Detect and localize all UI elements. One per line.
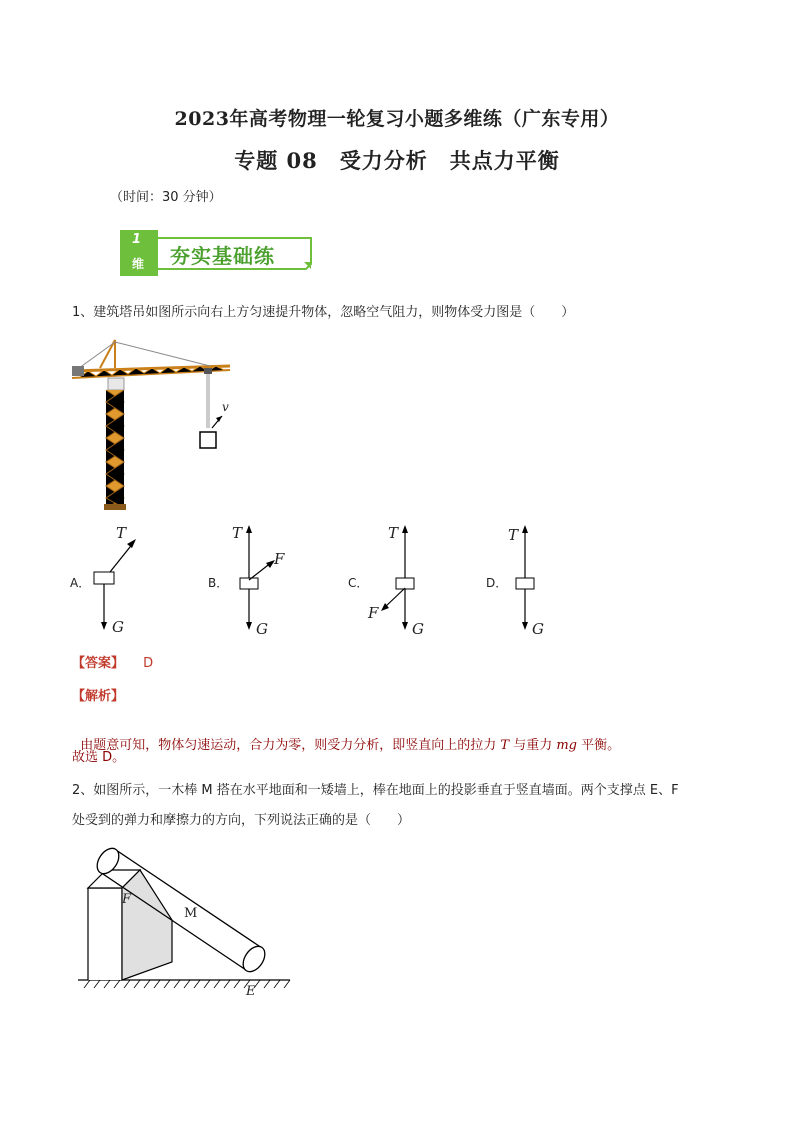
option-b-diagram	[208, 522, 328, 642]
section-badge	[118, 228, 318, 278]
option-b-label-t: T	[232, 524, 243, 542]
option-d-letter: D．	[486, 576, 508, 590]
tower-crane-image	[70, 338, 235, 513]
analysis-text-c: 平衡。	[577, 738, 621, 753]
option-b[interactable]	[208, 522, 328, 642]
option-a-label-g: G	[112, 618, 124, 636]
answer-label: 【答案】	[72, 656, 125, 671]
option-b-letter: B．	[208, 576, 229, 590]
analysis-label: 【解析】	[72, 689, 125, 704]
analysis-line-1	[72, 716, 620, 756]
answer-row	[72, 652, 153, 671]
option-a[interactable]	[70, 522, 190, 642]
option-c-letter: C．	[348, 576, 369, 590]
option-d[interactable]	[486, 522, 586, 642]
time-limit: （时间：30 分钟）	[110, 190, 222, 205]
option-c-diagram	[348, 522, 468, 642]
question-1-text: 1、建筑塔吊如图所示向右上方匀速提升物体，忽略空气阻力，则物体受力图是（ ）	[72, 305, 575, 320]
label-f: F	[122, 892, 132, 907]
option-c-label-f: F	[368, 604, 379, 622]
option-a-diagram	[70, 522, 190, 642]
analysis-symbol-mg: mg	[556, 738, 577, 753]
topic-title: 专题 08 受力分析 共点力平衡	[234, 148, 560, 173]
option-c[interactable]	[348, 522, 468, 642]
option-d-label-g: G	[532, 620, 544, 638]
option-d-label-t: T	[508, 526, 519, 544]
option-c-label-t: T	[388, 524, 399, 542]
question-2-text-line-1: 2、如图所示，一木棒 M 搭在水平地面和一矮墙上，棒在地面上的投影垂直于竖直墙面。两个支撑点 E、F	[72, 783, 679, 798]
analysis-text-b: 与重力	[509, 738, 557, 753]
section-label: 夯实基础练	[170, 244, 275, 268]
option-b-label-f: F	[274, 550, 285, 568]
option-c-label-g: G	[412, 620, 424, 638]
page-title: 2023年高考物理一轮复习小题多维练（广东专用）	[174, 108, 620, 130]
label-m: M	[184, 906, 198, 921]
crane-figure	[70, 338, 235, 513]
velocity-label: v	[222, 400, 229, 414]
label-e: E	[246, 984, 256, 999]
analysis-line-2: 故选 D。	[72, 750, 126, 765]
analysis-text-a: 由题意可知，物体匀速运动，合力为零，则受力分析，即竖直向上的拉力	[80, 738, 501, 753]
option-b-label-g: G	[256, 620, 268, 638]
option-a-letter: A．	[70, 576, 91, 590]
answer-value: D	[143, 656, 154, 671]
question-2-text-line-2: 处受到的弹力和摩擦力的方向，下列说法正确的是（ ）	[72, 813, 411, 828]
analysis-symbol-t: T	[500, 738, 510, 753]
option-a-label-t: T	[116, 524, 127, 542]
section-sub: 维	[132, 257, 145, 271]
section-number: 1	[132, 232, 142, 247]
rod-wall-figure	[76, 838, 296, 1003]
